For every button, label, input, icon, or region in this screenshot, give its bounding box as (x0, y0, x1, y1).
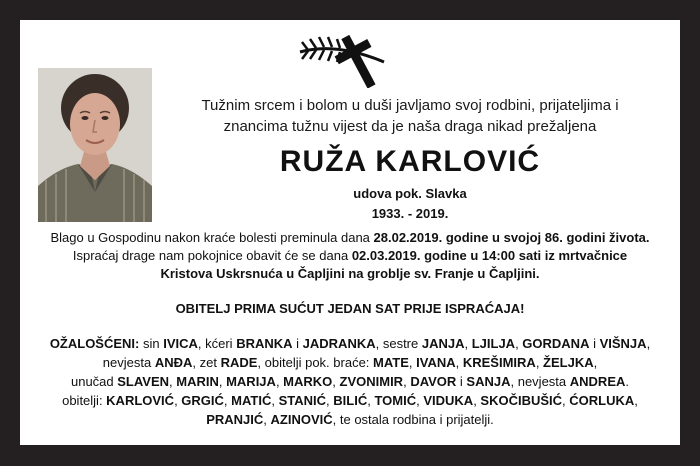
intro-line-1: Tužnim srcem i bolom u duši javljamo svoj rodbini, prijateljima i (201, 97, 619, 114)
mourners-line-1: OŽALOŠĆENI: sin IVICA, kćeri BRANKA i JADRANKA, sestre JANJA, LJILJA, GORDANA i VIŠNJA, (49, 336, 651, 351)
life-years: 1933. - 2019. (371, 206, 449, 221)
funeral-line-1: Ispraćaj drage nam pokojnice obavit će se dana 02.03.2019. godine u 14:00 sati iz mrtvačnice (72, 248, 628, 263)
mourners-list (30, 334, 670, 429)
funeral-date: 02.03.2019. (351, 248, 421, 263)
date-of-death: 28.02.2019. (373, 230, 443, 245)
mourners-line-4: obitelji: KARLOVIĆ, GRGIĆ, MATIĆ, STANIĆ, BILIĆ, TOMIĆ, VIDUKA, SKOČIBUŠIĆ, ĆORLUKA, (62, 393, 638, 408)
obituary-card (20, 20, 680, 445)
mourners-line-3: unučad SLAVEN, MARIN, MARIJA, MARKO, ZVONIMIR, DAVOR i SANJA, nevjesta ANDREA. (70, 374, 630, 389)
condolences-note: OBITELJ PRIMA SUĆUT JEDAN SAT PRIJE ISPRAĆAJA! (175, 301, 525, 316)
funeral-time: 14:00 (481, 248, 516, 263)
age: 86. (544, 230, 563, 245)
portrait-photo (38, 68, 152, 222)
cross-with-palm-branch-icon (296, 32, 396, 88)
funeral-line-2: Kristova Uskrsnuća u Čapljini na groblje sv. Franje u Čapljini. (160, 266, 540, 281)
widow-of: udova pok. Slavka (353, 186, 467, 201)
mourners-label: OŽALOŠĆENI: (49, 336, 140, 351)
intro-text (160, 95, 660, 137)
intro-line-2: znancima tužnu vijest da je naša draga nikad prežaljena (223, 118, 597, 135)
mourners-line-2: nevjesta ANĐA, zet RADE, obitelji pok. braće: MATE, IVANA, KREŠIMIRA, ŽELJKA, (102, 355, 598, 370)
death-notice: Blago u Gospodinu nakon kraće bolesti preminula dana 28.02.2019. godine u svojoj 86. godini života. (50, 230, 650, 245)
deceased-name: RUŽA KARLOVIĆ (279, 145, 541, 178)
mourners-line-5: PRANJIĆ, AZINOVIĆ, te ostala rodbina i prijatelji. (206, 412, 494, 427)
